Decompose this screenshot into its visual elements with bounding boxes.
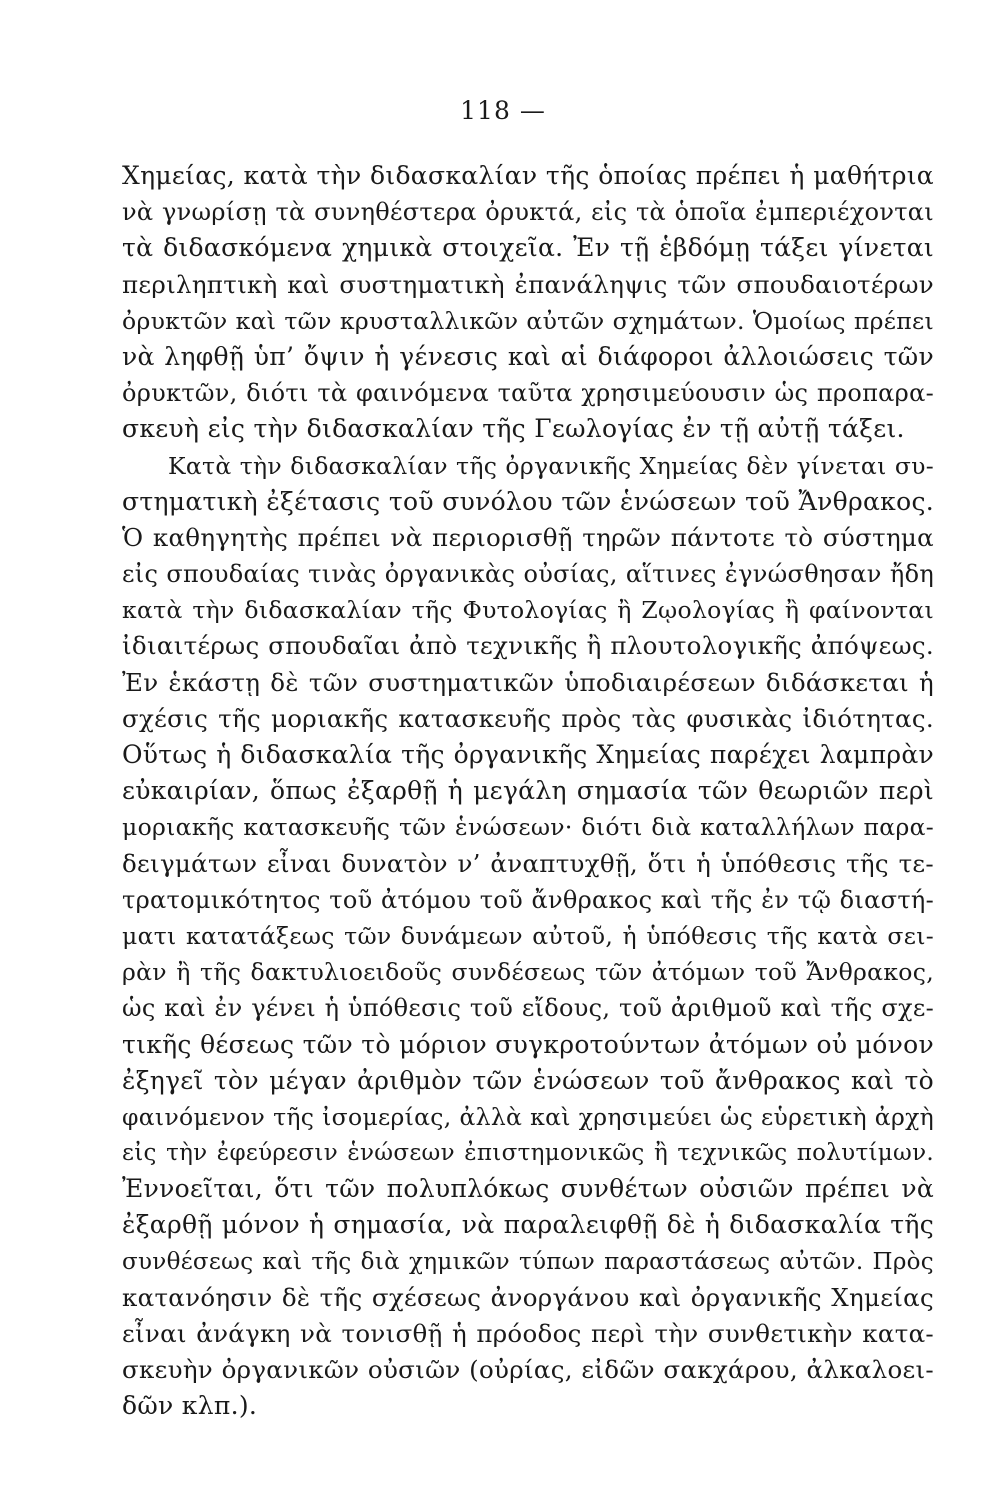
text-line: κατανόησιν δὲ τῆς σχέσεως ἀνοργάνου καὶ ὀργανικῆς Χημείας [122, 1282, 934, 1312]
text-line: τὰ διδασκόμενα χημικὰ στοιχεῖα. Ἐν τῇ ἑβδόμῃ τάξει γίνεται [122, 233, 934, 263]
text-line: συνθέσεως καὶ τῆς διὰ χημικῶν τύπων παραστάσεως αὐτῶν. Πρὸς [122, 1248, 934, 1275]
text-line: νὰ ληφθῇ ὑπ’ ὄψιν ἡ γένεσις καὶ αἱ διάφοροι ἀλλοιώσεις τῶν [122, 341, 934, 371]
text-line: Οὕτως ἡ διδασκαλία τῆς ὀργανικῆς Χημείας παρέχει λαμπρὰν [122, 740, 934, 769]
text-line: νὰ γνωρίσῃ τὰ συνηθέστερα ὀρυκτά, εἰς τὰ ὁποῖα ἐμπεριέχονται [122, 198, 934, 227]
text-line: σκευὴ εἰς τὴν διδασκαλίαν τῆς Γεωλογίας ἐν τῇ αὐτῇ τάξει. [122, 414, 905, 444]
text-line: ὡς καὶ ἐν γένει ἡ ὑπόθεσις τοῦ εἴδους, τοῦ ἀριθμοῦ καὶ τῆς σχε- [122, 994, 934, 1023]
text-line: ἐξηγεῖ τὸν μέγαν ἀριθμὸν τῶν ἑνώσεων τοῦ ἄνθρακος καὶ τὸ [122, 1065, 934, 1095]
text-line: κατὰ τὴν διδασκαλίαν τῆς Φυτολογίας ἢ Ζῳολογίας ἢ φαίνονται [122, 596, 934, 625]
text-line: μοριακῆς κατασκευῆς τῶν ἑνώσεων· διότι διὰ καταλλήλων παρα- [122, 813, 934, 842]
text-line: δῶν κλπ.). [122, 1391, 258, 1421]
text-line: εἰς σπουδαίας τινὰς ὀργανικὰς οὐσίας, αἵτινες ἐγνώσθησαν ἤδη [122, 560, 934, 589]
text-line: Χημείας, κατὰ τὴν διδασκαλίαν τῆς ὁποίας πρέπει ἡ μαθήτρια [122, 161, 934, 190]
text-line: τικῆς θέσεως τῶν τὸ μόριον συγκροτούντων ἀτόμων οὐ μόνον [122, 1029, 934, 1059]
text-line: περιληπτικὴ καὶ συστηματικὴ ἐπανάληψις τῶν σπουδαιοτέρων [122, 269, 934, 299]
text-line: Ὁ καθηγητὴς πρέπει νὰ περιορισθῇ τηρῶν πάντοτε τὸ σύστημα [122, 522, 934, 552]
text-line: ματι κατατάξεως τῶν δυνάμεων αὐτοῦ, ἡ ὑπόθεσις τῆς κατὰ σει- [122, 921, 934, 950]
text-line: ἐξαρθῇ μόνον ἡ σημασία, νὰ παραλειφθῇ δὲ ἡ διδασκαλία τῆς [122, 1210, 934, 1240]
text-line: εὐκαιρίαν, ὅπως ἐξαρθῇ ἡ μεγάλη σημασία τῶν θεωριῶν περὶ [122, 776, 934, 806]
page-number: 118 — [460, 96, 546, 125]
text-line: ρὰν ἢ τῆς δακτυλιοειδοῦς συνδέσεως τῶν ἀτόμων τοῦ Ἄνθρακος, [122, 958, 934, 987]
text-line: τρατομικότητος τοῦ ἀτόμου τοῦ ἄνθρακος καὶ τῆς ἐν τῷ διαστή- [122, 885, 934, 914]
text-line: Ἐννοεῖται, ὅτι τῶν πολυπλόκως συνθέτων οὐσιῶν πρέπει νὰ [122, 1174, 934, 1204]
text-line: ἰδιαιτέρως σπουδαῖαι ἀπὸ τεχνικῆς ἢ πλουτολογικῆς ἀπόψεως. [122, 631, 934, 661]
text-line: Ἐν ἑκάστῃ δὲ τῶν συστηματικῶν ὑποδιαιρέσεων διδάσκεται ἡ [122, 667, 934, 697]
text-line: εἶναι ἀνάγκη νὰ τονισθῇ ἡ πρόοδος περὶ τὴν συνθετικὴν κατα- [122, 1319, 934, 1348]
text-line: στηματικὴ ἐξέτασις τοῦ συνόλου τῶν ἑνώσεων τοῦ Ἄνθρακος. [122, 486, 934, 516]
text-line: δειγμάτων εἶναι δυνατὸν ν’ ἀναπτυχθῇ, ὅτι ἡ ὑπόθεσις τῆς τε- [122, 848, 934, 878]
paragraph-start-line: Κατὰ τὴν διδασκαλίαν τῆς ὀργανικῆς Χημείας δὲν γίνεται συ- [168, 451, 934, 480]
text-line: σχέσις τῆς μοριακῆς κατασκευῆς πρὸς τὰς φυσικὰς ἰδιότητας. [122, 703, 934, 733]
text-line: φαινόμενον τῆς ἰσομερίας, ἀλλὰ καὶ χρησιμεύει ὡς εὑρετικὴ ἀρχὴ [122, 1102, 934, 1131]
text-line: εἰς τὴν ἐφεύρεσιν ἑνώσεων ἐπιστημονικῶς ἢ τεχνικῶς πολυτίμων. [122, 1140, 934, 1167]
text-line: σκευὴν ὀργανικῶν οὐσιῶν (οὐρίας, εἰδῶν σακχάρου, ἀλκαλοει- [122, 1355, 934, 1385]
body-text [122, 158, 934, 1425]
text-line: ὀρυκτῶν, διότι τὰ φαινόμενα ταῦτα χρησιμεύουσιν ὡς προπαρα- [122, 379, 934, 408]
text-line: ὀρυκτῶν καὶ τῶν κρυσταλλικῶν αὐτῶν σχημάτων. Ὁμοίως πρέπει [122, 306, 934, 335]
